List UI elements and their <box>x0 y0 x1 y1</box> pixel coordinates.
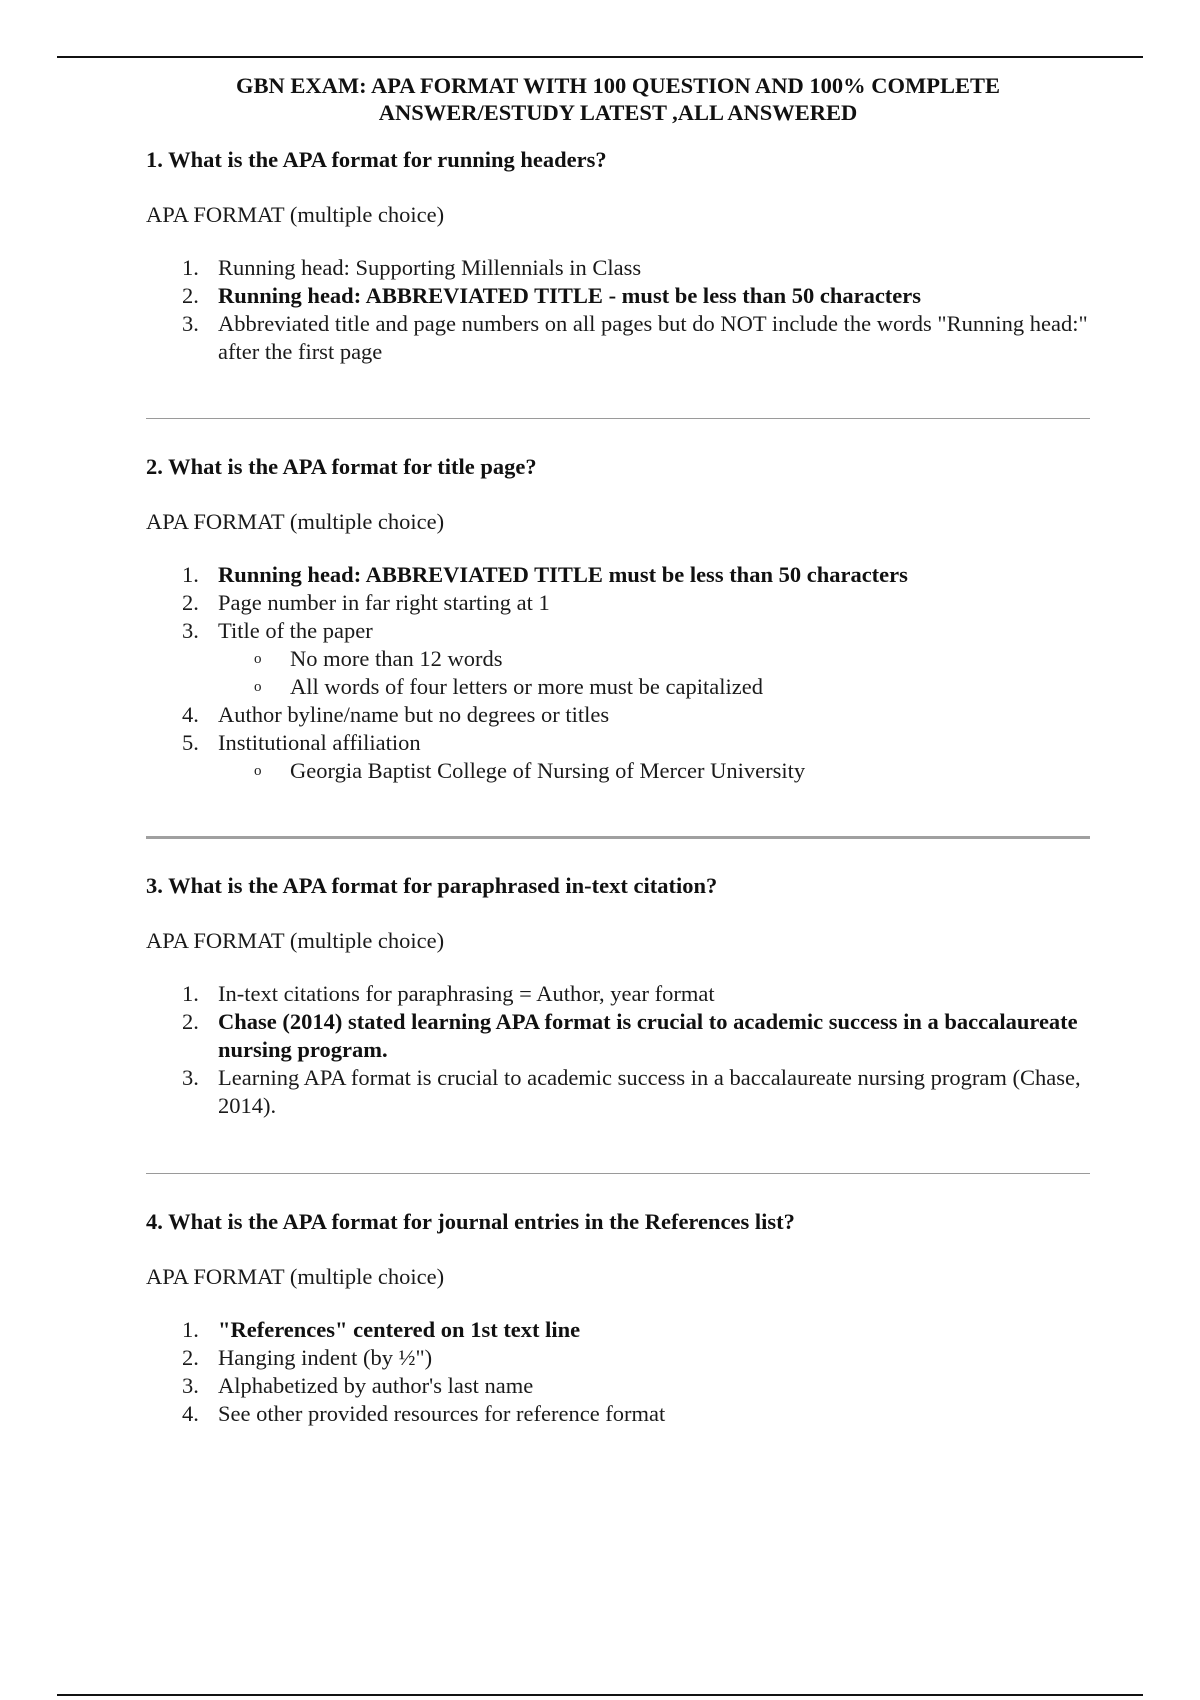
section-divider <box>146 418 1090 419</box>
question-type: APA FORMAT (multiple choice) <box>146 1264 445 1289</box>
answer-number: 2. <box>182 1345 199 1370</box>
answer-option <box>146 1400 1090 1428</box>
question-heading: 4. What is the APA format for journal entries in the References list? <box>146 1209 795 1234</box>
answer-number: 1. <box>182 562 199 587</box>
question-heading: 2. What is the APA format for title page? <box>146 454 537 479</box>
answer-option <box>146 729 1090 785</box>
document-title-line-2: ANSWER/ESTUDY LATEST ,ALL ANSWERED <box>378 100 858 125</box>
answer-number: 5. <box>182 730 199 755</box>
answer-number: 4. <box>182 702 199 727</box>
section-divider <box>146 836 1090 839</box>
bottom-rule <box>57 1694 1143 1696</box>
answer-option-correct <box>146 1316 1090 1344</box>
question-block-3 <box>146 872 1090 1120</box>
answer-text: Author byline/name but no degrees or titles <box>218 702 610 727</box>
answer-text: "References" centered on 1st text line <box>218 1317 581 1342</box>
answer-option <box>146 1064 1090 1120</box>
answer-number: 3. <box>182 1373 199 1398</box>
answer-number: 1. <box>182 981 199 1006</box>
answer-text: Learning APA format is crucial to academic success in a baccalaureate nursing program (Chase, 2014). <box>218 1065 1081 1118</box>
answer-list <box>146 561 1090 785</box>
answer-option-correct <box>146 1008 1090 1064</box>
answer-number: 2. <box>182 590 199 615</box>
answer-text: Abbreviated title and page numbers on all pages but do NOT include the words "Running head:" after the first page <box>218 311 1088 364</box>
answer-text: Hanging indent (by ½") <box>218 1345 433 1370</box>
question-type: APA FORMAT (multiple choice) <box>146 202 445 227</box>
answer-text: Running head: ABBREVIATED TITLE must be less than 50 characters <box>218 562 908 587</box>
circle-bullet-icon: o <box>254 763 262 779</box>
answer-option-correct <box>146 561 1090 589</box>
answer-number: 3. <box>182 1065 199 1090</box>
answer-option <box>146 980 1090 1008</box>
answer-option <box>146 1372 1090 1400</box>
answer-text: Running head: Supporting Millennials in Class <box>218 255 642 280</box>
sub-bullet-text: Georgia Baptist College of Nursing of Mercer University <box>290 758 806 783</box>
document-title-line-1: GBN EXAM: APA FORMAT WITH 100 QUESTION AND 100% COMPLETE <box>235 73 1001 98</box>
answer-number: 3. <box>182 311 199 336</box>
sub-bullet-item <box>218 645 1090 673</box>
question-heading: 3. What is the APA format for paraphrased in-text citation? <box>146 873 718 898</box>
answer-list <box>146 980 1090 1120</box>
answer-option <box>146 254 1090 282</box>
sub-bullet-list <box>218 645 1090 701</box>
answer-option <box>146 1344 1090 1372</box>
answer-text: Alphabetized by author's last name <box>218 1373 534 1398</box>
answer-text: See other provided resources for reference format <box>218 1401 666 1426</box>
answer-number: 4. <box>182 1401 199 1426</box>
answer-option <box>146 589 1090 617</box>
answer-number: 2. <box>182 283 199 308</box>
circle-bullet-icon: o <box>254 679 262 695</box>
answer-text: Page number in far right starting at 1 <box>218 590 550 615</box>
answer-text: Institutional affiliation <box>218 730 421 755</box>
question-block-2 <box>146 453 1090 785</box>
answer-list <box>146 254 1090 366</box>
answer-list <box>146 1316 1090 1428</box>
answer-text: Chase (2014) stated learning APA format is crucial to academic success in a baccalaureate nursing program. <box>218 1009 1078 1062</box>
question-block-4 <box>146 1208 1090 1428</box>
answer-option <box>146 617 1090 701</box>
answer-option <box>146 701 1090 729</box>
question-block-1 <box>146 146 1090 366</box>
document-title <box>146 72 1090 126</box>
answer-option <box>146 310 1090 366</box>
sub-bullet-text: No more than 12 words <box>290 646 503 671</box>
question-type: APA FORMAT (multiple choice) <box>146 509 445 534</box>
sub-bullet-text: All words of four letters or more must be capitalized <box>290 674 763 699</box>
sub-bullet-list <box>218 757 1090 785</box>
question-heading: 1. What is the APA format for running headers? <box>146 147 607 172</box>
top-rule <box>57 56 1143 58</box>
answer-text: Running head: ABBREVIATED TITLE - must be less than 50 characters <box>218 283 922 308</box>
answer-number: 2. <box>182 1009 199 1034</box>
answer-number: 1. <box>182 1317 199 1342</box>
section-divider <box>146 1173 1090 1174</box>
answer-option-correct <box>146 282 1090 310</box>
sub-bullet-item <box>218 757 1090 785</box>
sub-bullet-item <box>218 673 1090 701</box>
circle-bullet-icon: o <box>254 651 262 667</box>
answer-text: In-text citations for paraphrasing = Author, year format <box>218 981 715 1006</box>
answer-text: Title of the paper <box>218 618 373 643</box>
answer-number: 3. <box>182 618 199 643</box>
question-type: APA FORMAT (multiple choice) <box>146 928 445 953</box>
answer-number: 1. <box>182 255 199 280</box>
